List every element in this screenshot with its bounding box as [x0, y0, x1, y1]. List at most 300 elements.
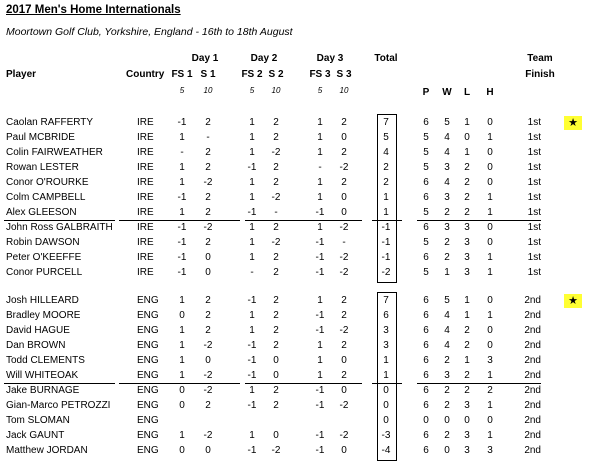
- cell-finish: 1st: [527, 252, 541, 263]
- cell-finish: 1st: [527, 207, 541, 218]
- group-split-line: [372, 220, 402, 221]
- group-split-line: [245, 383, 362, 384]
- cell-s3: 2: [341, 177, 347, 188]
- cell-p: 5: [423, 207, 429, 218]
- cell-total: -3: [381, 430, 391, 441]
- cell-p: 6: [423, 222, 429, 233]
- cell-w: 5: [444, 295, 450, 306]
- cell-player: Dan BROWN: [6, 340, 66, 351]
- cell-total: 0: [383, 415, 389, 426]
- cell-country: ENG: [137, 430, 159, 441]
- cell-finish: 1st: [527, 117, 541, 128]
- header-player: Player: [6, 69, 37, 80]
- cell-s2: 2: [273, 400, 279, 411]
- cell-p: 6: [423, 385, 429, 396]
- cell-country: ENG: [137, 385, 159, 396]
- cell-total: 6: [383, 310, 389, 321]
- cell-s3: -2: [339, 325, 349, 336]
- cell-fs3: -1: [315, 400, 325, 411]
- cell-s1: 2: [205, 310, 211, 321]
- cell-finish: 2nd: [524, 355, 541, 366]
- cell-s2: 2: [273, 177, 279, 188]
- header-fs1: FS 1: [171, 69, 193, 80]
- header-s1-points: 10: [203, 86, 213, 95]
- cell-p: 5: [423, 132, 429, 143]
- cell-s3: 2: [341, 310, 347, 321]
- cell-fs2: 1: [249, 430, 255, 441]
- cell-p: 6: [423, 370, 429, 381]
- cell-country: IRE: [137, 237, 154, 248]
- cell-total: -1: [381, 252, 391, 263]
- cell-l: 2: [464, 177, 470, 188]
- cell-fs1: 1: [179, 430, 185, 441]
- cell-w: 3: [444, 222, 450, 233]
- cell-w: 2: [444, 207, 450, 218]
- cell-total: 1: [383, 207, 389, 218]
- cell-total: 5: [383, 132, 389, 143]
- cell-s1: -: [206, 132, 210, 143]
- cell-l: 2: [464, 340, 470, 351]
- cell-country: ENG: [137, 415, 159, 426]
- cell-country: ENG: [137, 295, 159, 306]
- cell-fs3: 1: [317, 147, 323, 158]
- header-team: Team: [527, 53, 553, 64]
- cell-country: IRE: [137, 207, 154, 218]
- cell-fs3: -: [318, 162, 322, 173]
- cell-fs1: 0: [179, 310, 185, 321]
- header-h: H: [486, 87, 494, 98]
- cell-l: 3: [464, 267, 470, 278]
- cell-w: 2: [444, 252, 450, 263]
- cell-s3: 0: [341, 385, 347, 396]
- cell-finish: 1st: [527, 237, 541, 248]
- cell-h: 0: [487, 117, 493, 128]
- cell-p: 6: [423, 177, 429, 188]
- cell-s3: -2: [339, 267, 349, 278]
- cell-fs2: 1: [249, 192, 255, 203]
- cell-s3: 2: [341, 147, 347, 158]
- cell-country: ENG: [137, 325, 159, 336]
- header-fs3: FS 3: [309, 69, 331, 80]
- cell-p: 5: [423, 237, 429, 248]
- cell-fs3: 1: [317, 117, 323, 128]
- cell-country: IRE: [137, 252, 154, 263]
- cell-player: Gian-Marco PETROZZI: [6, 400, 111, 411]
- cell-fs3: -1: [315, 385, 325, 396]
- cell-h: 2: [487, 385, 493, 396]
- cell-total: -1: [381, 222, 391, 233]
- cell-fs3: -1: [315, 237, 325, 248]
- cell-fs3: -1: [315, 252, 325, 263]
- cell-country: IRE: [137, 267, 154, 278]
- cell-fs3: 1: [317, 132, 323, 143]
- cell-s2: 2: [273, 295, 279, 306]
- cell-fs2: 1: [249, 325, 255, 336]
- cell-s2: 2: [273, 310, 279, 321]
- cell-w: 3: [444, 370, 450, 381]
- cell-l: 1: [464, 295, 470, 306]
- cell-w: 4: [444, 340, 450, 351]
- cell-fs1: -1: [177, 237, 187, 248]
- cell-s2: -2: [271, 237, 281, 248]
- cell-fs1: 1: [179, 370, 185, 381]
- cell-country: IRE: [137, 222, 154, 233]
- cell-finish: 1st: [527, 132, 541, 143]
- cell-l: 2: [464, 207, 470, 218]
- cell-s1: 2: [205, 162, 211, 173]
- cell-l: 1: [464, 147, 470, 158]
- cell-l: 1: [464, 117, 470, 128]
- cell-w: 2: [444, 355, 450, 366]
- header-fs3-points: 5: [317, 86, 323, 95]
- cell-total: -2: [381, 267, 391, 278]
- cell-l: 1: [464, 310, 470, 321]
- cell-s1: 2: [205, 400, 211, 411]
- cell-l: 2: [464, 162, 470, 173]
- cell-s3: -2: [339, 222, 349, 233]
- cell-player: Jack GAUNT: [6, 430, 65, 441]
- cell-l: 2: [464, 385, 470, 396]
- cell-w: 2: [444, 400, 450, 411]
- cell-s1: 0: [205, 445, 211, 456]
- cell-fs3: 1: [317, 370, 323, 381]
- cell-p: 6: [423, 117, 429, 128]
- cell-h: 1: [487, 252, 493, 263]
- cell-player: Will WHITEOAK: [6, 370, 79, 381]
- cell-finish: 2nd: [524, 400, 541, 411]
- cell-p: 6: [423, 340, 429, 351]
- cell-l: 3: [464, 430, 470, 441]
- cell-s2: 0: [273, 355, 279, 366]
- cell-total: 7: [383, 295, 389, 306]
- header-country: Country: [126, 69, 165, 80]
- cell-p: 6: [423, 310, 429, 321]
- cell-h: 0: [487, 222, 493, 233]
- cell-s3: 0: [341, 355, 347, 366]
- group-split-line: [245, 220, 362, 221]
- cell-fs2: -1: [247, 295, 257, 306]
- cell-l: 3: [464, 222, 470, 233]
- cell-player: Conor O'ROURKE: [6, 177, 89, 188]
- cell-player: Rowan LESTER: [6, 162, 79, 173]
- cell-s1: 0: [205, 355, 211, 366]
- cell-p: 5: [423, 147, 429, 158]
- cell-fs3: -1: [315, 310, 325, 321]
- cell-country: IRE: [137, 192, 154, 203]
- cell-w: 1: [444, 267, 450, 278]
- star-icon: ★: [564, 116, 582, 130]
- cell-fs1: 0: [179, 400, 185, 411]
- cell-s3: 2: [341, 370, 347, 381]
- header-w: W: [442, 87, 452, 98]
- cell-fs1: 1: [179, 162, 185, 173]
- cell-total: 2: [383, 162, 389, 173]
- cell-l: 3: [464, 445, 470, 456]
- cell-finish: 1st: [527, 147, 541, 158]
- cell-s1: -2: [203, 430, 213, 441]
- cell-s3: 2: [341, 340, 347, 351]
- cell-s3: 0: [341, 192, 347, 203]
- cell-total: 0: [383, 385, 389, 396]
- cell-total: 2: [383, 177, 389, 188]
- cell-l: 2: [464, 370, 470, 381]
- header-s3-points: 10: [339, 86, 349, 95]
- cell-p: 5: [423, 162, 429, 173]
- cell-h: 3: [487, 445, 493, 456]
- cell-finish: 1st: [527, 222, 541, 233]
- cell-p: 6: [423, 400, 429, 411]
- cell-w: 2: [444, 385, 450, 396]
- cell-player: Jake BURNAGE: [6, 385, 80, 396]
- cell-fs1: -1: [177, 192, 187, 203]
- header-fs2-points: 5: [249, 86, 255, 95]
- cell-w: 4: [444, 132, 450, 143]
- cell-player: Paul MCBRIDE: [6, 132, 75, 143]
- cell-h: 1: [487, 400, 493, 411]
- header-day2: Day 2: [250, 53, 278, 64]
- cell-w: 5: [444, 117, 450, 128]
- cell-fs3: 1: [317, 192, 323, 203]
- cell-s1: 0: [205, 267, 211, 278]
- cell-player: Colm CAMPBELL: [6, 192, 86, 203]
- cell-total: 1: [383, 355, 389, 366]
- cell-fs3: -1: [315, 267, 325, 278]
- cell-p: 6: [423, 445, 429, 456]
- cell-fs1: 1: [179, 177, 185, 188]
- cell-finish: 1st: [527, 192, 541, 203]
- cell-fs2: -: [250, 267, 254, 278]
- cell-player: Matthew JORDAN: [6, 445, 88, 456]
- cell-s3: -2: [339, 400, 349, 411]
- cell-fs1: 1: [179, 132, 185, 143]
- cell-s1: 0: [205, 252, 211, 263]
- cell-fs1: 1: [179, 325, 185, 336]
- cell-fs1: 0: [179, 385, 185, 396]
- cell-p: 6: [423, 192, 429, 203]
- cell-total: 3: [383, 340, 389, 351]
- cell-s3: 0: [341, 132, 347, 143]
- cell-finish: 2nd: [524, 445, 541, 456]
- cell-country: ENG: [137, 370, 159, 381]
- cell-s3: -2: [339, 430, 349, 441]
- cell-fs2: 1: [249, 237, 255, 248]
- cell-h: 1: [487, 192, 493, 203]
- cell-fs1: -1: [177, 222, 187, 233]
- cell-finish: 1st: [527, 162, 541, 173]
- cell-country: ENG: [137, 400, 159, 411]
- cell-country: ENG: [137, 340, 159, 351]
- cell-s2: -2: [271, 147, 281, 158]
- header-finish: Finish: [525, 69, 555, 80]
- cell-p: 6: [423, 295, 429, 306]
- cell-fs1: 1: [179, 207, 185, 218]
- header-s1: S 1: [200, 69, 216, 80]
- cell-fs3: 1: [317, 222, 323, 233]
- cell-s2: 2: [273, 117, 279, 128]
- cell-fs3: 1: [317, 355, 323, 366]
- cell-finish: 2nd: [524, 325, 541, 336]
- group-split-line: [417, 220, 541, 221]
- cell-h: 0: [487, 147, 493, 158]
- cell-fs2: 1: [249, 132, 255, 143]
- cell-h: 0: [487, 177, 493, 188]
- star-icon: ★: [564, 294, 582, 308]
- cell-fs1: -: [180, 147, 184, 158]
- cell-s1: 2: [205, 117, 211, 128]
- cell-country: IRE: [137, 177, 154, 188]
- cell-s3: 2: [341, 295, 347, 306]
- cell-s3: 0: [341, 445, 347, 456]
- cell-fs3: 1: [317, 177, 323, 188]
- cell-p: 0: [423, 415, 429, 426]
- cell-s2: -: [274, 207, 278, 218]
- cell-finish: 2nd: [524, 430, 541, 441]
- cell-total: 4: [383, 147, 389, 158]
- cell-s1: -2: [203, 385, 213, 396]
- cell-player: Colin FAIRWEATHER: [6, 147, 103, 158]
- cell-fs1: -1: [177, 117, 187, 128]
- header-fs2: FS 2: [241, 69, 263, 80]
- cell-s2: -2: [271, 445, 281, 456]
- cell-fs2: 1: [249, 252, 255, 263]
- cell-fs2: -1: [247, 340, 257, 351]
- cell-p: 6: [423, 252, 429, 263]
- cell-fs1: 1: [179, 340, 185, 351]
- cell-total: 1: [383, 370, 389, 381]
- cell-fs3: -1: [315, 445, 325, 456]
- cell-finish: 2nd: [524, 415, 541, 426]
- cell-s1: 2: [205, 325, 211, 336]
- header-s2: S 2: [268, 69, 284, 80]
- cell-player: Robin DAWSON: [6, 237, 80, 248]
- header-s2-points: 10: [271, 86, 281, 95]
- cell-w: 2: [444, 430, 450, 441]
- cell-s2: 2: [273, 325, 279, 336]
- cell-player: Peter O'KEEFFE: [6, 252, 82, 263]
- cell-fs3: 1: [317, 295, 323, 306]
- cell-h: 1: [487, 132, 493, 143]
- cell-h: 0: [487, 340, 493, 351]
- group-split-line: [119, 220, 240, 221]
- cell-fs2: 1: [249, 222, 255, 233]
- cell-l: 2: [464, 325, 470, 336]
- cell-w: 2: [444, 237, 450, 248]
- cell-country: IRE: [137, 132, 154, 143]
- cell-w: 3: [444, 192, 450, 203]
- cell-finish: 1st: [527, 177, 541, 188]
- cell-finish: 1st: [527, 267, 541, 278]
- cell-finish: 2nd: [524, 310, 541, 321]
- cell-s3: -: [342, 237, 346, 248]
- cell-player: Todd CLEMENTS: [6, 355, 85, 366]
- cell-s1: 2: [205, 147, 211, 158]
- cell-fs3: -1: [315, 325, 325, 336]
- cell-country: ENG: [137, 310, 159, 321]
- cell-fs3: -1: [315, 207, 325, 218]
- cell-l: 3: [464, 237, 470, 248]
- cell-country: IRE: [137, 162, 154, 173]
- cell-finish: 2nd: [524, 295, 541, 306]
- cell-fs2: 1: [249, 177, 255, 188]
- cell-h: 1: [487, 370, 493, 381]
- cell-fs1: 0: [179, 445, 185, 456]
- cell-l: 3: [464, 252, 470, 263]
- cell-h: 0: [487, 415, 493, 426]
- group-split-line: [119, 383, 240, 384]
- cell-fs2: -1: [247, 162, 257, 173]
- cell-country: IRE: [137, 147, 154, 158]
- cell-finish: 2nd: [524, 340, 541, 351]
- page-title: 2017 Men's Home Internationals: [6, 4, 181, 16]
- cell-fs2: -1: [247, 445, 257, 456]
- cell-fs2: 1: [249, 117, 255, 128]
- cell-l: 2: [464, 192, 470, 203]
- cell-country: ENG: [137, 355, 159, 366]
- cell-h: 1: [487, 207, 493, 218]
- cell-fs1: 1: [179, 355, 185, 366]
- cell-s3: 0: [341, 207, 347, 218]
- cell-country: ENG: [137, 445, 159, 456]
- cell-player: Bradley MOORE: [6, 310, 81, 321]
- cell-w: 4: [444, 177, 450, 188]
- cell-s3: -2: [339, 252, 349, 263]
- cell-player: Josh HILLEARD: [6, 295, 79, 306]
- cell-s2: 0: [273, 430, 279, 441]
- cell-s1: 2: [205, 192, 211, 203]
- cell-l: 1: [464, 355, 470, 366]
- cell-player: Tom SLOMAN: [6, 415, 70, 426]
- header-s3: S 3: [336, 69, 352, 80]
- cell-s1: -2: [203, 370, 213, 381]
- cell-fs2: -1: [247, 355, 257, 366]
- cell-p: 6: [423, 355, 429, 366]
- cell-fs2: 1: [249, 310, 255, 321]
- cell-h: 1: [487, 310, 493, 321]
- header-fs1-points: 5: [179, 86, 185, 95]
- cell-s1: 2: [205, 295, 211, 306]
- group-split-line: [372, 383, 402, 384]
- header-total: Total: [374, 53, 398, 64]
- cell-fs2: -1: [247, 400, 257, 411]
- cell-fs3: 1: [317, 340, 323, 351]
- header-p: P: [422, 87, 430, 98]
- cell-l: 0: [464, 415, 470, 426]
- cell-fs2: -1: [247, 370, 257, 381]
- cell-h: 0: [487, 325, 493, 336]
- cell-player: Caolan RAFFERTY: [6, 117, 94, 128]
- cell-fs1: -1: [177, 267, 187, 278]
- cell-fs3: -1: [315, 430, 325, 441]
- header-day1: Day 1: [191, 53, 219, 64]
- cell-s2: 2: [273, 340, 279, 351]
- cell-w: 0: [444, 415, 450, 426]
- cell-fs1: -1: [177, 252, 187, 263]
- cell-s1: -2: [203, 222, 213, 233]
- cell-player: Conor PURCELL: [6, 267, 83, 278]
- cell-fs1: 1: [179, 295, 185, 306]
- cell-total: 0: [383, 400, 389, 411]
- cell-s2: 2: [273, 162, 279, 173]
- cell-s2: 2: [273, 222, 279, 233]
- cell-fs2: 1: [249, 385, 255, 396]
- cell-p: 6: [423, 430, 429, 441]
- header-day3: Day 3: [316, 53, 344, 64]
- cell-finish: 2nd: [524, 370, 541, 381]
- cell-l: 0: [464, 132, 470, 143]
- cell-total: 7: [383, 117, 389, 128]
- cell-w: 4: [444, 325, 450, 336]
- cell-total: 1: [383, 192, 389, 203]
